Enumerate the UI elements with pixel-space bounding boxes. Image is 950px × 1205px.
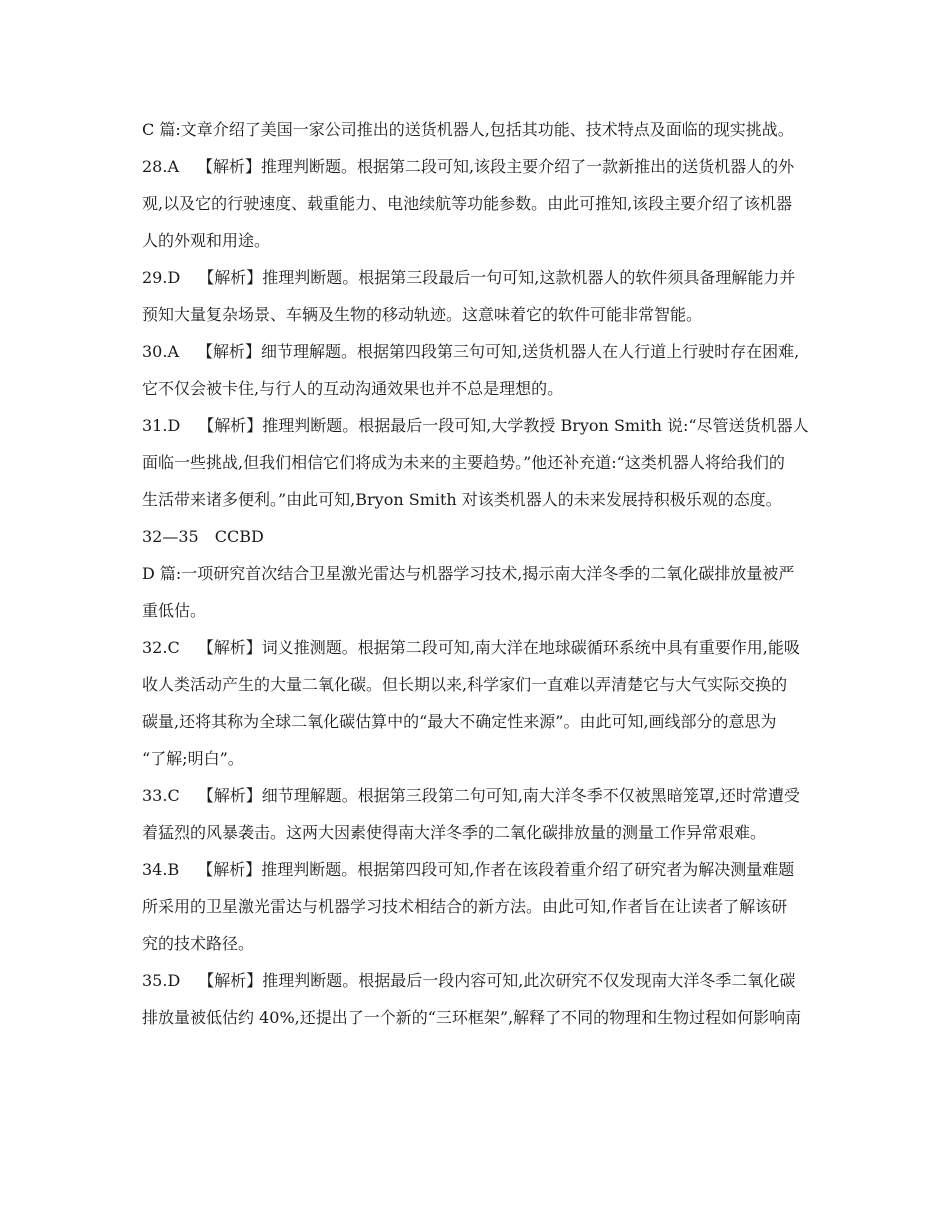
- q31-analysis-tag: 【解析】: [198, 416, 263, 435]
- c-passage-summary: C 篇:文章介绍了美国一家公司推出的送货机器人,包括其功能、技术特点及面临的现实挑战。: [142, 120, 794, 139]
- q35-line-1: [142, 969, 795, 993]
- d-passage-summary-line-1: D 篇:一项研究首次结合卫星激光雷达与机器学习技术,揭示南大洋冬季的二氧化碳排放量被严: [142, 564, 795, 583]
- q32-analysis-tag: 【解析】: [197, 638, 262, 657]
- q33-line-2: 着猛烈的风暴袭击。这两大因素使得南大洋冬季的二氧化碳排放量的测量工作异常艰难。: [142, 823, 767, 842]
- q28-analysis-tag: 【解析】: [197, 157, 262, 176]
- q34-number: 34.B: [142, 860, 180, 879]
- q28-line-3: 人的外观和用途。: [142, 231, 271, 250]
- q35-text: 推理判断题。根据最后一段内容可知,此次研究不仅发现南大洋冬季二氧化碳: [262, 971, 796, 990]
- q34-line-1: [142, 858, 794, 882]
- q31-line-2: 面临一些挑战,但我们相信它们将成为未来的主要趋势。”他还补充道:“这类机器人将给我们的: [142, 453, 785, 472]
- q35-number: 35.D: [142, 971, 181, 990]
- q31-text: 推理判断题。根据最后一段可知,大学教授 Bryon Smith 说:“尽管送货机器人: [262, 416, 809, 435]
- d-passage-summary-line-2: 重低估。: [142, 601, 207, 620]
- q31-number: 31.D: [142, 416, 181, 435]
- q34-text: 推理判断题。根据第四段可知,作者在该段着重介绍了研究者为解决测量难题: [261, 860, 795, 879]
- q34-line-2: 所采用的卫星激光雷达与机器学习技术相结合的新方法。由此可知,作者旨在让读者了解该研: [142, 897, 788, 916]
- q32-line-2: 收人类活动产生的大量二氧化碳。但长期以来,科学家们一直难以弄清楚它与大气实际交换的: [142, 675, 788, 694]
- answers-32-35: 32—35 CCBD: [142, 527, 264, 546]
- q35-line-2: 排放量被低估约 40%,还提出了一个新的“三环框架”,解释了不同的物理和生物过程如何影响南: [142, 1008, 802, 1027]
- q32-line-4: “了解;明白”。: [142, 749, 244, 768]
- q35-analysis-tag: 【解析】: [198, 971, 263, 990]
- q32-line-1: [142, 636, 800, 660]
- q29-text: 推理判断题。根据第三段最后一句可知,这款机器人的软件须具备理解能力并: [262, 268, 796, 287]
- q30-analysis-tag: 【解析】: [197, 342, 262, 361]
- q28-number: 28.A: [142, 157, 179, 176]
- q30-number: 30.A: [142, 342, 179, 361]
- q29-analysis-tag: 【解析】: [198, 268, 263, 287]
- q29-number: 29.D: [142, 268, 181, 287]
- q28-line-1: [142, 155, 794, 179]
- q33-text: 细节理解题。根据第三段第二句可知,南大洋冬季不仅被黑暗笼罩,还时常遭受: [261, 786, 800, 805]
- q34-analysis-tag: 【解析】: [197, 860, 262, 879]
- q32-number: 32.C: [142, 638, 180, 657]
- q34-line-3: 究的技术路径。: [142, 934, 255, 953]
- q30-line-2: 它不仅会被卡住,与行人的互动沟通效果也并不总是理想的。: [142, 379, 564, 398]
- q30-text: 细节理解题。根据第四段第三句可知,送货机器人在人行道上行驶时存在困难,: [261, 342, 800, 361]
- q33-analysis-tag: 【解析】: [197, 786, 262, 805]
- q32-line-3: 碳量,还将其称为全球二氧化碳估算中的“最大不确定性来源”。由此可知,画线部分的意思为: [142, 712, 777, 731]
- q33-number: 33.C: [142, 786, 180, 805]
- q31-line-3: 生活带来诸多便利。”由此可知,Bryon Smith 对该类机器人的未来发展持积极乐观的态度。: [142, 490, 782, 509]
- q31-line-1: [142, 414, 809, 438]
- q30-line-1: [142, 340, 799, 364]
- q32-text: 词义推测题。根据第二段可知,南大洋在地球碳循环系统中具有重要作用,能吸: [261, 638, 800, 657]
- q28-text: 推理判断题。根据第二段可知,该段主要介绍了一款新推出的送货机器人的外: [261, 157, 795, 176]
- q29-line-2: 预知大量复杂场景、车辆及生物的移动轨迹。这意味着它的软件可能非常智能。: [142, 305, 703, 324]
- q29-line-1: [142, 266, 795, 290]
- q28-line-2: 观,以及它的行驶速度、载重能力、电池续航等功能参数。由此可推知,该段主要介绍了该机器: [142, 194, 793, 213]
- q33-line-1: [142, 784, 800, 808]
